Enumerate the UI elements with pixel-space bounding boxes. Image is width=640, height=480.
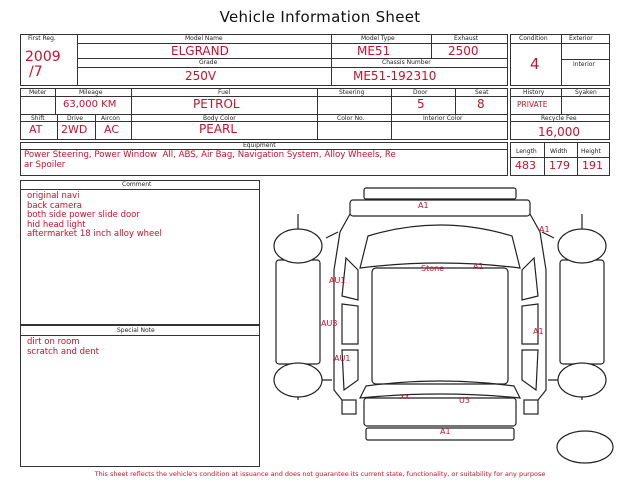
right-side-panel [560,260,604,364]
rear-left-wheel [274,363,322,397]
door-label: Door [413,89,428,96]
length-value: 483 [515,159,536,172]
shift-label: Shift [31,115,45,122]
special-note-item: dirt on room [27,337,80,347]
chassis-number-label: Chassis Number [382,59,431,66]
rear-left-light [342,400,356,414]
damage-mark: A1 [418,201,429,210]
grade-label: Grade [199,59,218,66]
body-sides [334,214,546,400]
side-panel-connectors [298,214,582,400]
aircon-value: AC [104,123,120,136]
front-right-wheel [558,229,606,263]
windshield [360,225,520,268]
equipment-value: Power Steering, Power Window All, ABS, Air Bag, Navigation System, Alloy Wheels, Re ar Spoiler [24,150,396,170]
mileage-value: 63,000 KM [63,99,117,110]
recycle-fee-value: 16,000 [538,125,580,139]
seat-label: Seat [475,89,489,96]
drive-label: Drive [67,115,83,122]
front-bumper [364,188,516,199]
special-note-list [27,338,99,357]
model-name-value: ELGRAND [171,44,229,58]
exterior-label: Exterior [569,35,593,42]
damage-mark: U3 [459,396,470,405]
hood [350,200,530,216]
width-label: Width [550,148,568,155]
damage-mark: A1 [440,427,451,436]
comment-item: both side power slide door [27,210,140,220]
body-color-label: Body Color [203,115,236,122]
fuel-value: PETROL [193,97,240,111]
damage-mark: AU3 [321,319,338,328]
special-note-label: Special Note [117,327,155,334]
comment-item: original navi [27,191,80,201]
equipment-label: Equipment [243,142,276,149]
fuel-label: Fuel [218,89,231,96]
equipment-box [20,142,508,176]
model-type-label: Model Type [361,35,395,42]
damage-mark: XX [400,393,410,401]
damage-mark: A1 [533,327,544,336]
vehicle-info-table [20,34,508,86]
interior-label: Interior [573,61,595,68]
dimensions-box [510,142,610,176]
damage-mark: A1 [539,225,550,234]
spare-wheel [557,431,613,463]
comment-list [27,192,162,240]
history-box [510,88,610,140]
history-label: History [523,89,545,96]
right-rear-window [522,350,538,390]
condition-box [510,34,610,86]
damage-mark: AU1 [334,354,351,363]
color-no-label: Color No. [337,115,365,122]
comment-item: back camera [27,200,82,211]
exhaust-label: Exhaust [454,35,479,42]
aircon-label: Aircon [101,115,120,122]
exhaust-value: 2500 [448,44,479,58]
model-type-value: ME51 [357,44,391,58]
body-color-value: PEARL [199,122,238,136]
first-reg-year: 2009 [25,49,61,65]
right-front-window [522,258,538,300]
comment-label: Comment [122,181,152,188]
syaken-label: Syaken [575,89,597,96]
height-label: Height [581,148,601,155]
drive-value: 2WD [61,123,88,136]
comment-item: aftermarket 18 inch alloy wheel [27,229,162,239]
mirrors [326,232,554,238]
mileage-label: Mileage [79,89,103,96]
rear-right-light [524,400,538,414]
comment-item: hid head light [27,219,86,230]
length-label: Length [516,148,537,155]
history-value: PRIVATE [517,100,548,109]
rear-right-wheel [558,363,606,397]
special-note-item: scratch and dent [27,346,99,357]
sheet-title: Vehicle Information Sheet [219,8,421,26]
condition-label: Condition [519,35,548,42]
first-reg-label: First Reg. [28,35,56,42]
height-value: 191 [582,159,603,172]
damage-mark: AU1 [329,276,346,285]
meter-label: Meter [29,89,47,96]
disclaimer-footer: This sheet reflects the vehicle's condition at issuance and does not guarantee its current state, functionality, or suitability for any purpose [94,470,546,478]
spec-table [20,88,508,140]
shift-value: AT [29,123,43,136]
tailgate [364,398,516,426]
left-side-panel [276,260,320,364]
left-middle-window [342,304,358,344]
roof [372,268,508,384]
damage-mark: Stone [421,264,445,273]
seat-value: 8 [477,97,485,111]
chassis-number-value: ME51-192310 [353,69,437,83]
grade-value: 250V [185,69,217,83]
steering-label: Steering [339,89,365,96]
damage-mark: A1 [473,262,484,271]
comment-box [20,180,260,325]
recycle-fee-label: Recycle Fee [541,115,577,122]
first-reg-month: /7 [29,64,43,80]
door-value: 5 [417,97,425,111]
condition-value: 4 [530,55,540,73]
right-middle-window [522,304,538,344]
front-left-wheel [274,229,322,263]
special-note-box [20,325,260,467]
interior-color-label: Interior Color [423,115,463,122]
width-value: 179 [549,159,570,172]
model-name-label: Model Name [185,35,223,42]
